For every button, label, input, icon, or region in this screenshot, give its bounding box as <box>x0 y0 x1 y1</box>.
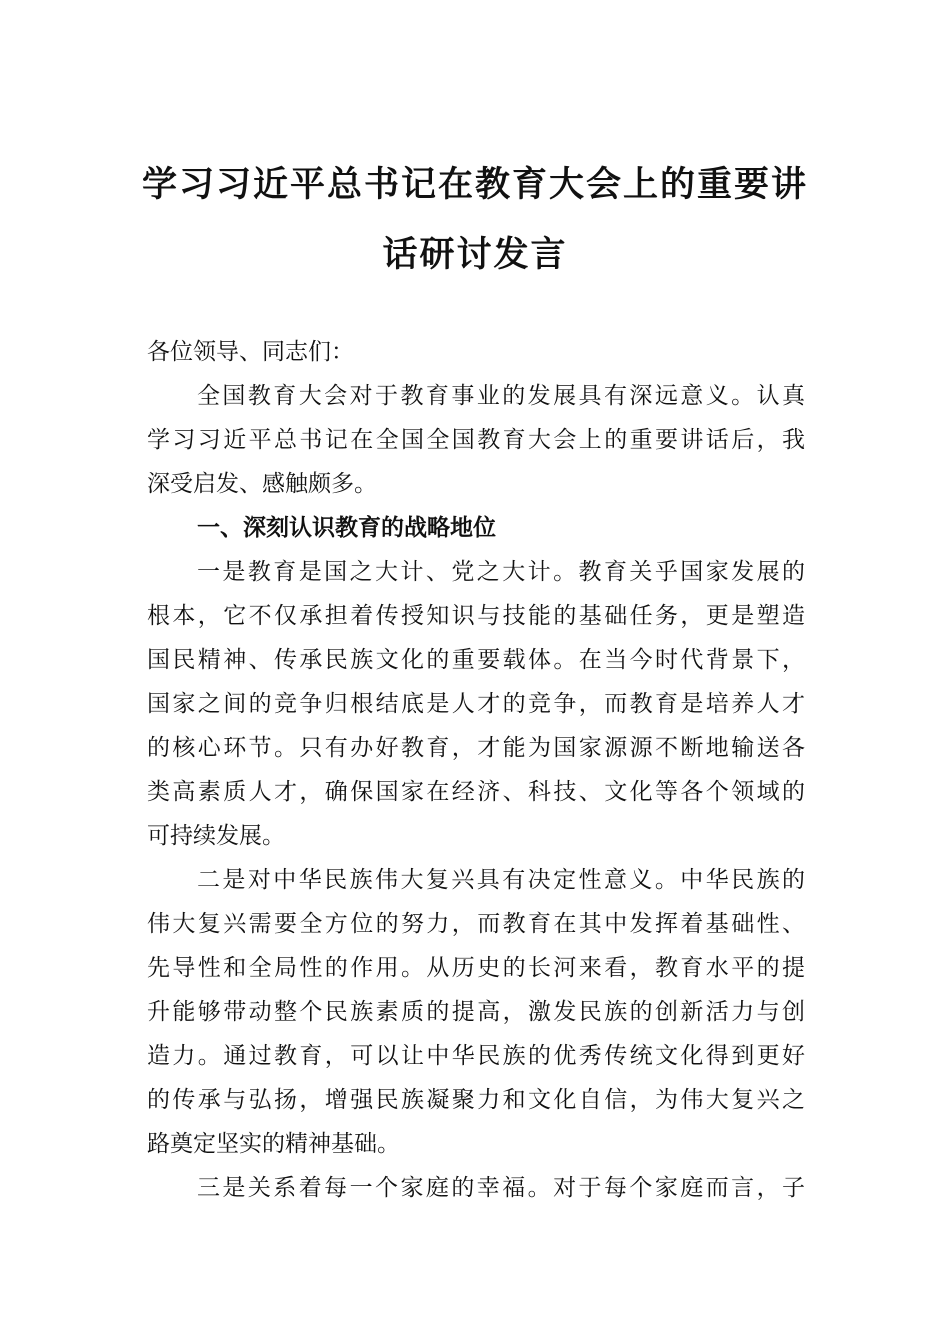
text-line: 先导性和全局性的作用。从历史的长河来看，教育水平的提 <box>147 955 805 981</box>
text-line: 国家之间的竞争归根结底是人才的竞争，而教育是培养人才 <box>147 691 805 717</box>
salutation: 各位领导、同志们： <box>147 339 354 365</box>
document-title <box>0 150 950 290</box>
text-line: 学习习近平总书记在全国全国教育大会上的重要讲话后，我 <box>147 427 805 453</box>
text-line: 升能够带动整个民族素质的提高，激发民族的创新活力与创 <box>147 999 805 1025</box>
paragraph <box>147 374 805 506</box>
text-line: 二是对中华民族伟大复兴具有决定性意义。中华民族的 <box>197 867 805 893</box>
text-line: 可持续发展。 <box>147 823 285 849</box>
text-line: 国民精神、传承民族文化的重要载体。在当今时代背景下， <box>147 647 805 673</box>
text-line: 一、深刻认识教育的战略地位 <box>197 515 496 541</box>
text-line: 全国教育大会对于教育事业的发展具有深远意义。认真 <box>197 383 805 409</box>
section-heading <box>147 506 805 550</box>
document-body <box>147 330 805 1210</box>
paragraph <box>147 858 805 1166</box>
title-line: 话研讨发言 <box>382 234 568 275</box>
text-line: 造力。通过教育，可以让中华民族的优秀传统文化得到更好 <box>147 1043 805 1069</box>
text-line: 根本，它不仅承担着传授知识与技能的基础任务，更是塑造 <box>147 603 805 629</box>
text-line: 的传承与弘扬，增强民族凝聚力和文化自信，为伟大复兴之 <box>147 1087 805 1113</box>
paragraph <box>147 1166 805 1210</box>
text-line: 类高素质人才，确保国家在经济、科技、文化等各个领域的 <box>147 779 805 805</box>
text-line: 三是关系着每一个家庭的幸福。对于每个家庭而言，子 <box>197 1175 805 1201</box>
paragraph <box>147 550 805 858</box>
text-line: 路奠定坚实的精神基础。 <box>147 1131 400 1157</box>
text-line: 伟大复兴需要全方位的努力，而教育在其中发挥着基础性、 <box>147 911 805 937</box>
text-line: 深受启发、感触颇多。 <box>147 471 377 497</box>
title-line: 学习习近平总书记在教育大会上的重要讲 <box>141 164 808 205</box>
text-line: 的核心环节。只有办好教育，才能为国家源源不断地输送各 <box>147 735 805 761</box>
text-line: 一是教育是国之大计、党之大计。教育关乎国家发展的 <box>197 559 805 585</box>
